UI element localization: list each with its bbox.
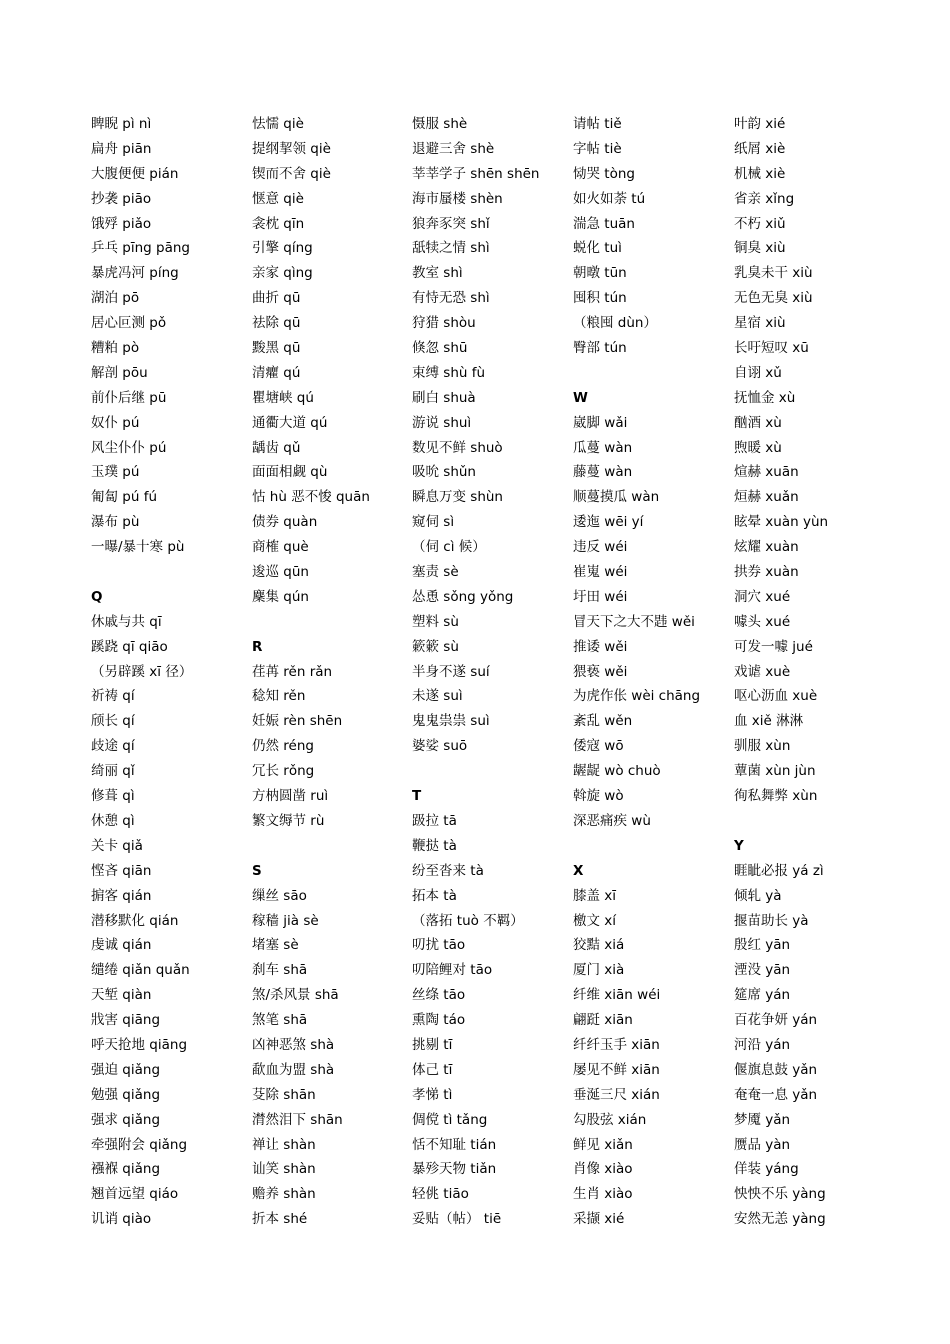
word-entry: 舐犊之情 shì (412, 240, 490, 257)
word-entry: 糟粕 pò (91, 340, 140, 357)
word-entry: 半身不遂 suí (412, 663, 490, 680)
word-entry: 囤积 tún (573, 290, 627, 307)
word-entry: 倜傥 tì tǎng (412, 1111, 488, 1128)
word-entry: 关卡 qiǎ (91, 837, 143, 854)
word-entry: 逡巡 qūn (252, 564, 309, 581)
word-entry: 惬意 qiè (252, 190, 304, 207)
word-entry: 债券 quàn (252, 514, 318, 531)
blank-line (252, 834, 412, 859)
word-entry: 洞穴 xué (734, 588, 791, 605)
word-entry: 匍匐 pú fú (91, 489, 158, 506)
word-entry: 休戚与共 qī (91, 613, 162, 630)
section-letter: Q (91, 588, 103, 605)
section-letter: W (573, 389, 588, 406)
word-entry: 退避三舍 shè (412, 140, 495, 157)
word-entry: 呕心沥血 xuè (734, 688, 818, 705)
word-entry: 饿殍 piǎo (91, 215, 152, 232)
word-entry: 抄袭 piāo (91, 190, 152, 207)
word-entry: 斡旋 wò (573, 788, 624, 805)
word-entry: 崴脚 wǎi (573, 414, 628, 431)
word-entry: 轻佻 tiāo (412, 1186, 469, 1203)
word-entry: 倏忽 shū (412, 340, 468, 357)
word-entry: 煊赫 xuān (734, 464, 799, 481)
word-entry: 稼穑 jià sè (252, 912, 319, 929)
word-entry: 悭吝 qiān (91, 862, 152, 879)
word-entry: 煦暖 xù (734, 439, 782, 456)
word-entry: 倭寇 wō (573, 738, 624, 755)
blank-line (412, 759, 572, 784)
word-entry: 紊乱 wěn (573, 713, 633, 730)
word-entry: 亲家 qìng (252, 265, 313, 282)
word-entry: 引擎 qíng (252, 240, 313, 257)
word-entry: 讪笑 shàn (252, 1161, 316, 1178)
word-entry: 湍急 tuān (573, 215, 635, 232)
word-entry: 叶韵 xié (734, 116, 786, 132)
word-entry: 藤蔓 wàn (573, 464, 633, 481)
word-entry: （粮囤 dùn） (573, 315, 657, 332)
word-entry: 龋齿 qǔ (252, 439, 301, 456)
word-entry: 圩田 wéi (573, 588, 628, 605)
word-entry: 炫耀 xuàn (734, 539, 799, 556)
word-entry: 鲜见 xiǎn (573, 1136, 633, 1153)
word-entry: 数见不鲜 shuò (412, 439, 503, 456)
word-entry: 翘首远望 qiáo (91, 1186, 179, 1203)
word-entry: （伺 cì 候） (412, 539, 486, 556)
word-entry: 星宿 xiù (734, 315, 786, 332)
word-entry: 狡黠 xiá (573, 937, 625, 954)
word-entry: 潸然泪下 shān (252, 1111, 343, 1128)
word-entry: 解剖 pōu (91, 364, 148, 381)
word-entry: 锲而不舍 qiè (252, 165, 331, 182)
word-entry: 赡养 shàn (252, 1186, 316, 1203)
word-entry: 讥诮 qiào (91, 1211, 152, 1228)
word-entry: 折本 shé (252, 1211, 308, 1228)
word-entry: 未遂 suì (412, 688, 463, 705)
word-entry: 束缚 shù fù (412, 364, 486, 381)
word-entry: 血 xiě 淋淋 (734, 713, 804, 730)
word-entry: 绮丽 qǐ (91, 763, 135, 780)
word-entry: 怯懦 qiè (252, 116, 304, 132)
word-entry: 百花争妍 yán (734, 1012, 818, 1029)
word-entry: 煞/杀风景 shā (252, 987, 339, 1004)
word-entry: 莘莘学子 shēn shēn (412, 165, 540, 182)
word-entry: 凶神恶煞 shà (252, 1036, 335, 1053)
word-entry: 抚恤金 xù (734, 389, 796, 406)
section-letter: R (252, 638, 263, 655)
word-entry: 荏苒 rěn rǎn (252, 663, 333, 680)
word-entry: 强求 qiǎng (91, 1111, 161, 1128)
word-entry: 稔知 rěn (252, 688, 306, 705)
word-entry: 通衢大道 qú (252, 414, 328, 431)
word-entry: 奴仆 pú (91, 414, 140, 431)
blank-line (573, 834, 733, 859)
word-entry: 趿拉 tā (412, 812, 457, 829)
word-entry: 奄奄一息 yǎn (734, 1086, 818, 1103)
word-entry: 赝品 yàn (734, 1136, 791, 1153)
word-entry: 蹊跷 qī qiāo (91, 638, 168, 655)
word-entry: 违反 wéi (573, 539, 628, 556)
word-entry: 祈祷 qí (91, 688, 135, 705)
section-letter: Y (734, 837, 744, 854)
word-entry: 纤维 xiān wéi (573, 987, 661, 1004)
word-entry: 妊娠 rèn shēn (252, 713, 343, 730)
word-entry: 方枘圆凿 ruì (252, 788, 329, 805)
word-entry: 颀长 qí (91, 713, 135, 730)
word-entry: 睥睨 pì nì (91, 116, 152, 132)
word-entry: 安然无恙 yàng (734, 1211, 826, 1228)
word-entry: 教室 shì (412, 265, 463, 282)
word-entry: 熏陶 táo (412, 1012, 466, 1029)
word-entry: 屡见不鲜 xiān (573, 1061, 660, 1078)
word-entry: 狼奔豕突 shǐ (412, 215, 490, 232)
word-entry: 有恃无恐 shì (412, 290, 490, 307)
word-entry: 佯装 yáng (734, 1161, 799, 1178)
word-entry: 酗酒 xù (734, 414, 782, 431)
column-1 (91, 112, 251, 1232)
word-entry: 瞬息万变 shùn (412, 489, 503, 506)
word-entry: 面面相觑 qù (252, 464, 328, 481)
word-entry: 纸屑 xiè (734, 140, 786, 157)
word-entry: 暴殄天物 tiǎn (412, 1161, 497, 1178)
word-entry: 慑服 shè (412, 116, 468, 132)
word-entry: 祛除 qū (252, 315, 301, 332)
column-3 (412, 112, 572, 1232)
word-entry: 扁舟 piān (91, 140, 152, 157)
word-entry: （落拓 tuò 不羁） (412, 912, 524, 929)
section-letter: S (252, 862, 262, 879)
word-entry: 徇私舞弊 xùn (734, 788, 818, 805)
word-entry: 筵席 yán (734, 987, 791, 1004)
word-entry: 请帖 tiě (573, 116, 622, 132)
word-entry: 牵强附会 qiǎng (91, 1136, 188, 1153)
word-entry: 掮客 qián (91, 887, 152, 904)
word-entry: 刹车 shā (252, 962, 308, 979)
word-entry: 前仆后继 pū (91, 389, 167, 406)
word-entry: 拓本 tà (412, 887, 457, 904)
word-entry: 字帖 tiè (573, 140, 622, 157)
word-entry: 崔嵬 wéi (573, 564, 628, 581)
word-entry: 挑剔 tī (412, 1036, 453, 1053)
word-entry: 瞿塘峡 qú (252, 389, 314, 406)
word-entry: 冗长 rǒng (252, 763, 315, 780)
word-entry: 拱券 xuàn (734, 564, 799, 581)
word-entry: 猥亵 wěi (573, 663, 628, 680)
word-entry: 繁文缛节 rù (252, 812, 325, 829)
word-entry: 婆娑 suō (412, 738, 468, 755)
word-entry: 乒乓 pīng pāng (91, 240, 190, 257)
word-entry: 瀑布 pù (91, 514, 140, 531)
word-entry: 生肖 xiào (573, 1186, 633, 1203)
word-entry: 风尘仆仆 pú (91, 439, 167, 456)
word-entry: 为虎作伥 wèi chāng (573, 688, 701, 705)
word-entry: 逶迤 wēi yí (573, 514, 644, 531)
word-entry: 呼天抢地 qiāng (91, 1036, 188, 1053)
word-entry: 蕈菌 xùn jùn (734, 763, 816, 780)
word-entry: 无色无臭 xiù (734, 290, 813, 307)
word-entry: 如火如荼 tú (573, 190, 646, 207)
word-entry: 暴虎冯河 píng (91, 265, 179, 282)
word-entry: 恸哭 tòng (573, 165, 635, 182)
word-entry: 翩跹 xiān (573, 1012, 633, 1029)
word-entry: 膝盖 xī (573, 887, 617, 904)
word-entry: 长吁短叹 xū (734, 340, 809, 357)
word-entry: 鬼鬼祟祟 suì (412, 713, 490, 730)
word-entry: 檄文 xí (573, 912, 617, 929)
word-entry: 玉璞 pú (91, 464, 140, 481)
word-entry: 机械 xiè (734, 165, 786, 182)
word-entry: 芟除 shān (252, 1086, 316, 1103)
word-entry: 怏怏不乐 yàng (734, 1186, 826, 1203)
word-entry: 修葺 qì (91, 788, 135, 805)
word-entry: 塞责 sè (412, 564, 459, 581)
word-entry: 海市蜃楼 shèn (412, 190, 503, 207)
word-entry: 省亲 xǐng (734, 190, 795, 207)
word-entry: 鞭挞 tà (412, 837, 457, 854)
word-entry: 体己 tī (412, 1061, 453, 1078)
word-entry: 虔诚 qián (91, 937, 152, 954)
word-entry: 推诿 wěi (573, 638, 628, 655)
word-entry: 深恶痛疾 wù (573, 812, 651, 829)
word-entry: 刷白 shuà (412, 389, 476, 406)
word-entry: 殷红 yān (734, 937, 791, 954)
word-entry: 顺蔓摸瓜 wàn (573, 489, 660, 506)
word-entry: 厦门 xià (573, 962, 625, 979)
word-entry: 潜移默化 qián (91, 912, 179, 929)
word-entry: 龌龊 wò chuò (573, 763, 661, 780)
column-5 (734, 112, 894, 1232)
word-entry: 戕害 qiāng (91, 1012, 161, 1029)
word-entry: 瓜蔓 wàn (573, 439, 633, 456)
word-entry: 塑料 sù (412, 613, 459, 630)
word-entry: 居心叵测 pǒ (91, 315, 167, 332)
word-entry: 冒天下之大不韪 wěi (573, 613, 695, 630)
word-entry: 天堑 qiàn (91, 987, 152, 1004)
column-2 (252, 112, 412, 1232)
blank-line (734, 809, 894, 834)
word-entry: 睚眦必报 yá zì (734, 862, 824, 879)
word-entry: 采撷 xié (573, 1211, 625, 1228)
word-entry: 驯服 xùn (734, 738, 791, 755)
word-entry: 纤纤玉手 xiān (573, 1036, 660, 1053)
word-entry: 缫丝 sāo (252, 887, 307, 904)
word-entry: 仍然 réng (252, 738, 314, 755)
word-entry: 戏谑 xuè (734, 663, 791, 680)
blank-line (573, 361, 733, 386)
word-entry: 湮没 yān (734, 962, 791, 979)
word-entry: 堵塞 sè (252, 937, 299, 954)
word-entry: 勾股弦 xián (573, 1111, 647, 1128)
word-entry: 铜臭 xiù (734, 240, 786, 257)
word-entry: 烜赫 xuǎn (734, 489, 799, 506)
word-entry: 休憩 qì (91, 812, 135, 829)
section-letter: T (412, 788, 422, 805)
word-entry: 歧途 qí (91, 738, 135, 755)
word-entry: 叨扰 tāo (412, 937, 466, 954)
word-entry: 孝悌 tì (412, 1086, 453, 1103)
word-entry: 麇集 qún (252, 588, 309, 605)
word-entry: 禅让 shàn (252, 1136, 316, 1153)
word-entry: 一曝/暴十寒 pù (91, 539, 185, 556)
word-entry: 怂恿 sǒng yǒng (412, 588, 514, 605)
word-entry: 歃血为盟 shà (252, 1061, 335, 1078)
word-entry: 垂涎三尺 xián (573, 1086, 660, 1103)
word-entry: 朝暾 tūn (573, 265, 627, 282)
word-entry: 缱绻 qiǎn quǎn (91, 962, 190, 979)
word-entry: 叨陪鲤对 tāo (412, 962, 493, 979)
word-entry: 襁褓 qiǎng (91, 1161, 161, 1178)
word-entry: 可发一噱 jué (734, 638, 813, 655)
word-entry: 吸吮 shǔn (412, 464, 476, 481)
word-entry: 勉强 qiǎng (91, 1086, 161, 1103)
word-entry: 蜕化 tuì (573, 240, 622, 257)
word-entry: 游说 shuì (412, 414, 472, 431)
word-entry: 恬不知耻 tián (412, 1136, 497, 1153)
word-entry: 自诩 xǔ (734, 364, 782, 381)
word-entry: 狩猎 shòu (412, 315, 476, 332)
word-entry: 眩晕 xuàn yùn (734, 514, 829, 531)
word-entry: 妥贴（帖） tiē (412, 1211, 502, 1228)
word-entry: 簌簌 sù (412, 638, 459, 655)
word-entry: 衾枕 qīn (252, 215, 305, 232)
word-entry: 曲折 qū (252, 290, 301, 307)
word-entry: 揠苗助长 yà (734, 912, 809, 929)
word-entry: 偃旗息鼓 yǎn (734, 1061, 818, 1078)
section-letter: X (573, 862, 584, 879)
word-entry: 怙 hù 恶不悛 quān (252, 489, 370, 506)
word-entry: 强迫 qiǎng (91, 1061, 161, 1078)
column-4 (573, 112, 733, 1232)
word-entry: 不朽 xiǔ (734, 215, 786, 232)
word-entry: 肖像 xiào (573, 1161, 633, 1178)
word-entry: 湖泊 pō (91, 290, 140, 307)
word-entry: 清癯 qú (252, 364, 301, 381)
word-entry: 乳臭未干 xiù (734, 265, 813, 282)
word-entry: 煞笔 shā (252, 1012, 308, 1029)
word-entry: 大腹便便 pián (91, 165, 179, 182)
word-entry: 梦魇 yǎn (734, 1111, 791, 1128)
word-entry: 窥伺 sì (412, 514, 455, 531)
word-entry: 提纲挈领 qiè (252, 140, 331, 157)
word-entry: 纷至沓来 tà (412, 862, 484, 879)
word-entry: （另辟蹊 xī 径） (91, 663, 193, 680)
word-entry: 噱头 xué (734, 613, 791, 630)
word-entry: 商榷 què (252, 539, 309, 556)
word-entry: 河沿 yán (734, 1036, 791, 1053)
blank-line (91, 560, 251, 585)
word-entry: 倾轧 yà (734, 887, 782, 904)
blank-line (252, 610, 412, 635)
word-entry: 臀部 tún (573, 340, 627, 357)
word-entry: 黢黑 qū (252, 340, 301, 357)
word-entry: 丝绦 tāo (412, 987, 466, 1004)
